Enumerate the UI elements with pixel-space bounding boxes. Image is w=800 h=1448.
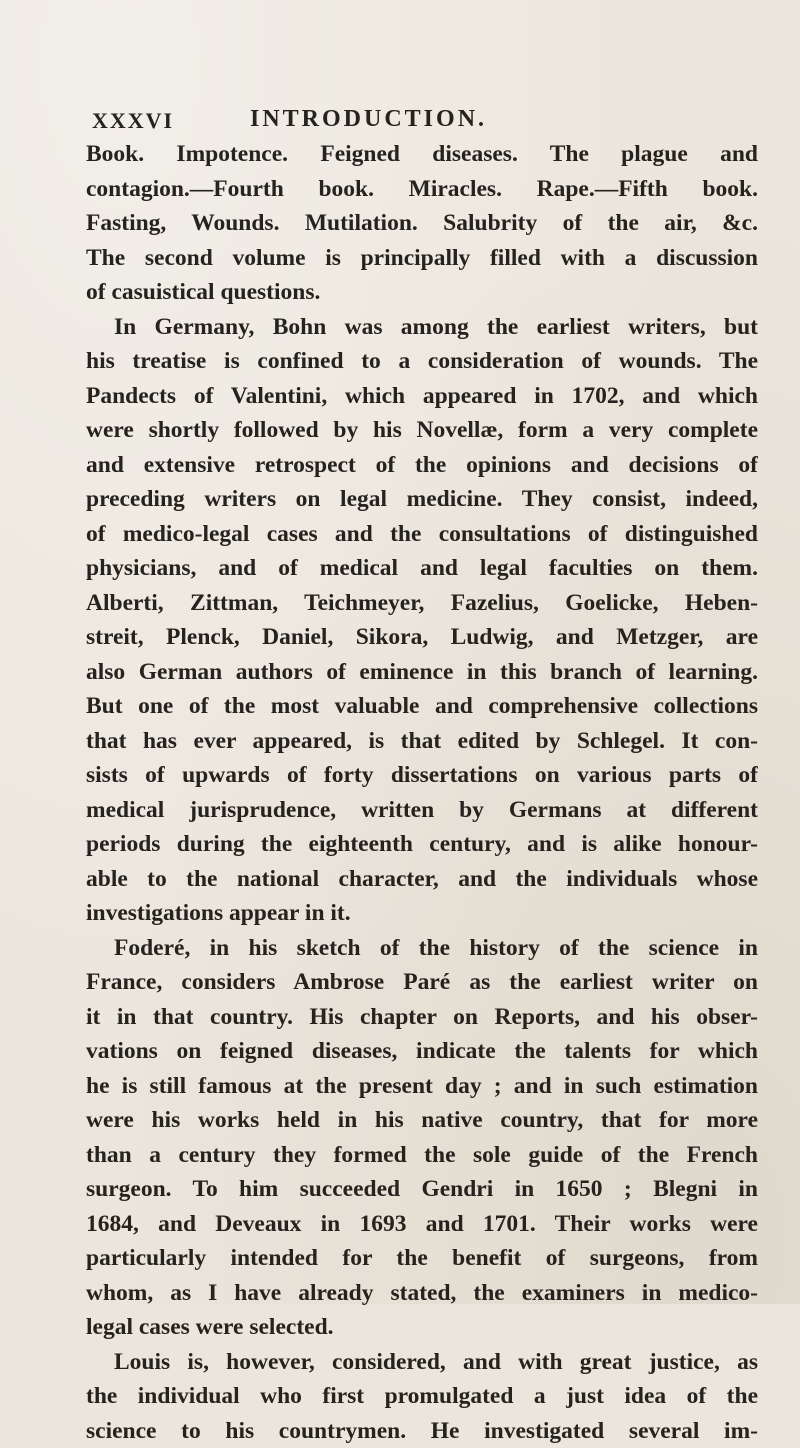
text-line: Foderé, in his sketch of the history of the science in <box>86 931 758 966</box>
running-head: INTRODUCTION. <box>250 106 487 133</box>
text-line: were his works held in his native country, that for more <box>86 1103 758 1138</box>
text-line: able to the national character, and the individuals whose <box>86 862 758 897</box>
text-line: surgeon. To him succeeded Gendri in 1650 ; Blegni in <box>86 1172 758 1207</box>
text-line: science to his countrymen. He investigated several im- <box>86 1414 758 1448</box>
text-line: vations on feigned diseases, indicate the talents for which <box>86 1034 758 1069</box>
text-line: particularly intended for the benefit of surgeons, from <box>86 1241 758 1276</box>
text-line: physicians, and of medical and legal faculties on them. <box>86 551 758 586</box>
text-line: France, considers Ambrose Paré as the earliest writer on <box>86 965 758 1000</box>
body-text <box>86 137 758 1448</box>
text-line: streit, Plenck, Daniel, Sikora, Ludwig, and Metzger, are <box>86 620 758 655</box>
text-line: that has ever appeared, is that edited by Schlegel. It con- <box>86 724 758 759</box>
text-line: The second volume is principally filled with a discussion <box>86 241 758 276</box>
text-line: whom, as I have already stated, the examiners in medico- <box>86 1276 758 1311</box>
text-line: Book. Impotence. Feigned diseases. The plague and <box>86 137 758 172</box>
text-line: Alberti, Zittman, Teichmeyer, Fazelius, Goelicke, Heben- <box>86 586 758 621</box>
text-line: But one of the most valuable and comprehensive collections <box>86 689 758 724</box>
text-line: he is still famous at the present day ; and in such estimation <box>86 1069 758 1104</box>
text-line: of casuistical questions. <box>86 275 758 310</box>
text-line: medical jurisprudence, written by Germans at different <box>86 793 758 828</box>
text-line: preceding writers on legal medicine. They consist, indeed, <box>86 482 758 517</box>
text-line: sists of upwards of forty dissertations on various parts of <box>86 758 758 793</box>
text-line: In Germany, Bohn was among the earliest writers, but <box>86 310 758 345</box>
text-line: Fasting, Wounds. Mutilation. Salubrity of the air, &c. <box>86 206 758 241</box>
text-line: of medico-legal cases and the consultations of distinguished <box>86 517 758 552</box>
text-line: than a century they formed the sole guide of the French <box>86 1138 758 1173</box>
text-line: investigations appear in it. <box>86 896 758 931</box>
text-line: Louis is, however, considered, and with great justice, as <box>86 1345 758 1380</box>
text-line: were shortly followed by his Novellæ, form a very complete <box>86 413 758 448</box>
text-line: 1684, and Deveaux in 1693 and 1701. Their works were <box>86 1207 758 1242</box>
text-line: contagion.—Fourth book. Miracles. Rape.—Fifth book. <box>86 172 758 207</box>
text-line: it in that country. His chapter on Reports, and his obser- <box>86 1000 758 1035</box>
text-line: periods during the eighteenth century, and is alike honour- <box>86 827 758 862</box>
page-header <box>84 94 724 134</box>
text-line: and extensive retrospect of the opinions and decisions of <box>86 448 758 483</box>
text-line: legal cases were selected. <box>86 1310 758 1345</box>
page-number: XXXVI <box>92 108 174 134</box>
text-line: his treatise is confined to a consideration of wounds. The <box>86 344 758 379</box>
text-line: Pandects of Valentini, which appeared in 1702, and which <box>86 379 758 414</box>
text-line: the individual who first promulgated a just idea of the <box>86 1379 758 1414</box>
text-line: also German authors of eminence in this branch of learning. <box>86 655 758 690</box>
